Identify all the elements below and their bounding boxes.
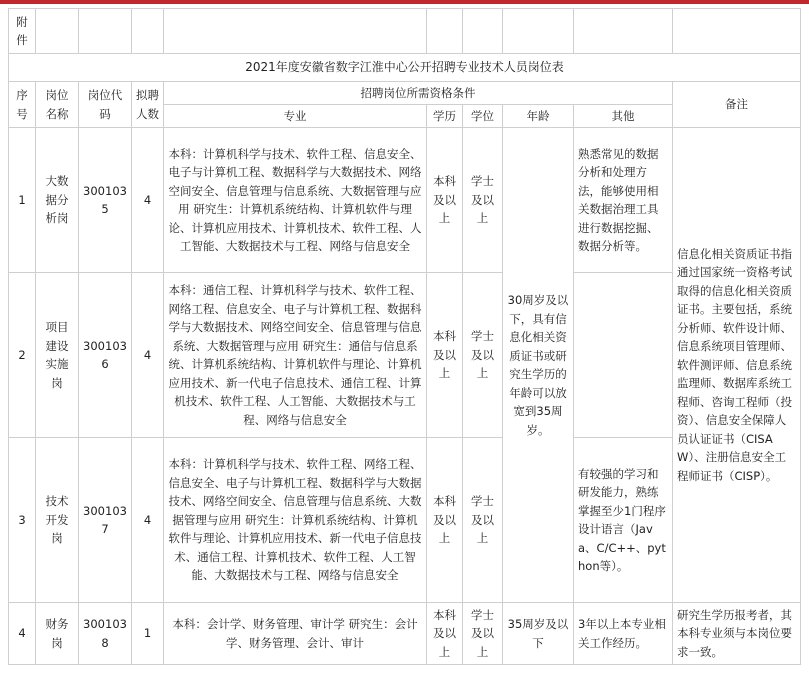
cell-education: 本科及以上 [427,438,463,603]
cell-seq: 1 [9,128,36,273]
cell-age-merged: 30周岁及以下，具有信息化相关资质证书或研究生学历的年龄可以放宽到35周岁。 [503,128,574,603]
cell-major: 本科：通信工程、计算机科学与技术、软件工程、网络工程、信息安全、电子与计算机工程、数据科学与大数据技术、网络空间安全、信息管理与信息系统、大数据管理与应用 研究生：通信与信息系统、计算机系统结构、计算机软件与理论、计算机应用技术、新一代电子信息技术、通信工程、计算机技术、软件工程、人工智能、大数据技术与工程、网络与信息安全 [164,273,427,438]
table-row [9,9,801,54]
col-major: 专业 [164,105,427,128]
cell-position-name: 项目建设实施岗 [36,273,79,438]
table-row [9,128,801,273]
cell-degree: 学士及以上 [463,273,503,438]
cell-seq: 2 [9,273,36,438]
col-seq: 序号 [9,82,36,128]
cell-position-code: 3001037 [79,438,132,603]
col-requirements: 招聘岗位所需资格条件 [164,82,673,105]
cell-position-name: 大数据分析岗 [36,128,79,273]
cell-education: 本科及以上 [427,128,463,273]
table-row [9,54,801,82]
cell-position-name: 技术开发岗 [36,438,79,603]
cell-education: 本科及以上 [427,273,463,438]
cell-count: 4 [132,438,164,603]
cell-count: 4 [132,273,164,438]
cell-other: 有较强的学习和研发能力，熟练掌握至少1门程序设计语言（Java、C/C++、python等）。 [574,438,673,603]
col-count: 拟聘人数 [132,82,164,128]
cell-other: 3年以上本专业相关工作经历。 [574,603,673,665]
cell-seq: 3 [9,438,36,603]
col-age: 年龄 [503,105,574,128]
cell-count: 1 [132,603,164,665]
table-row [9,603,801,665]
cell-position-code: 3001036 [79,273,132,438]
recruitment-table [8,8,801,665]
cell-education: 本科及以上 [427,603,463,665]
cell-degree: 学士及以上 [463,438,503,603]
cell-position-code: 3001035 [79,128,132,273]
cell-other [574,273,673,438]
cell-remark: 研究生学历报考者，其本科专业须与本岗位要求一致。 [673,603,801,665]
cell-major: 本科：会计学、财务管理、审计学 研究生：会计学、财务管理、会计、审计 [164,603,427,665]
cell-degree: 学士及以上 [463,603,503,665]
cell-count: 4 [132,128,164,273]
header-label: 附件 [9,9,36,54]
cell-other: 熟悉常见的数据分析和处理方法，能够使用相关数据治理工具进行数据挖掘、数据分析等。 [574,128,673,273]
col-position-name: 岗位名称 [36,82,79,128]
col-education: 学历 [427,105,463,128]
cell-position-name: 财务岗 [36,603,79,665]
cell-major: 本科：计算机科学与技术、软件工程、网络工程、信息安全、电子与计算机工程、数据科学与大数据技术、网络空间安全、信息管理与信息系统、大数据管理与应用 研究生：计算机系统结构、计算机软件与理论、计算机应用技术、新一代电子信息技术、通信工程、计算机技术、软件工程、人工智能、大数据技术与工程、网络与信息安全 [164,438,427,603]
cell-age: 35周岁及以下 [503,603,574,665]
cell-degree: 学士及以上 [463,128,503,273]
cell-seq: 4 [9,603,36,665]
col-remark: 备注 [673,82,801,128]
header-row [9,82,801,105]
table-title: 2021年度安徽省数字江淮中心公开招聘专业技术人员岗位表 [9,54,801,82]
cell-major: 本科：计算机科学与技术、软件工程、信息安全、电子与计算机工程、数据科学与大数据技术、网络空间安全、信息管理与信息系统、大数据管理与应用 研究生：计算机系统结构、计算机软件与理论、计算机应用技术、计算机技术、软件工程、人工智能、大数据技术与工程、网络与信息安全 [164,128,427,273]
col-position-code: 岗位代码 [79,82,132,128]
top-accent-bar [0,0,809,4]
col-degree: 学位 [463,105,503,128]
cell-position-code: 3001038 [79,603,132,665]
col-other: 其他 [574,105,673,128]
cell-remark-merged: 信息化相关资质证书指通过国家统一资格考试取得的信息化相关资质证书。主要包括，系统分析师、软件设计师、信息系统项目管理师、软件测评师、信息系统监理师、数据库系统工程师、咨询工程师（投资）、信息安全保障人员认证证书（CISAW）、注册信息安全工程师证书（CISP）。 [673,128,801,603]
